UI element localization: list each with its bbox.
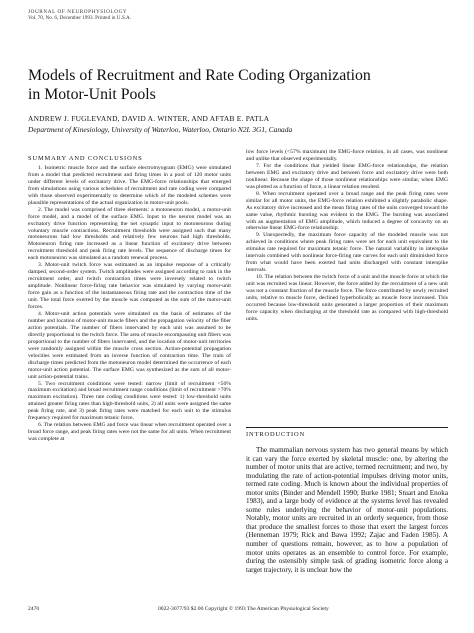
- introduction-rule: [246, 427, 448, 428]
- journal-volume-line: Vol. 70, No. 6, December 1993. Printed in U.S.A.: [28, 15, 132, 22]
- summary-paragraph-6-continued: low force levels (<57% maximum) the EMG-force relation, in all cases, was nonlinear and unlike that observed experimentally.: [246, 149, 448, 162]
- summary-paragraph-6: 6. The relation between EMG and force was linear when recruitment operated over a broad force range, and peak firing rates were not the same for all units. When recruitment was complete at: [28, 422, 231, 443]
- introduction-heading: INTRODUCTION: [246, 431, 306, 438]
- introduction-body: [246, 446, 448, 574]
- article-title-line-2: in Motor-Unit Pools: [28, 85, 156, 103]
- author-list: ANDREW J. FUGLEVAND, DAVID A. WINTER, AND AFTAB E. PATLA: [28, 114, 270, 123]
- copyright-line: 0022-3077/93 $2.00 Copyright © 1993 The American Physiological Society: [158, 606, 329, 612]
- article-title-line-1: Models of Recruitment and Rate Coding Organization: [28, 66, 371, 84]
- summary-paragraph-3: 3. Motor-unit twitch force was estimated as an impulse response of a critically damped, second-order system. Twitch amplitudes were assigned according to rank in the recruitment order, and twitch contraction times were inversely related to twitch amplitude. Nonlinear force-firing rate behavior was simulated by varying motor-unit force gain as a function of the instantaneous firing rate and the contraction time of the unit. The total force exerted by the muscle was computed as the sum of the motor-unit forces.: [28, 262, 231, 311]
- summary-paragraph-2: 2. The model was comprised of three elements: a motoneuron model, a motor-unit force model, and a model of the surface EMG. Input to the neuron model was an excitatory drive function representing the net synaptic input to motoneurons during voluntary muscle contractions. Recruitment thresholds were assigned such that many motoneurons had low thresholds and relatively few neurons had high thresholds. Motoneuron firing rate increased as a linear function of excitatory drive between recruitment threshold and peak firing rate levels. The sequence of discharge times for each motoneuron was simulated as a random renewal process.: [28, 206, 231, 262]
- author-affiliation: Department of Kinesiology, University of Waterloo, Waterloo, Ontario N2L 3G1, Canada: [28, 125, 293, 134]
- page-number: 2470: [28, 606, 40, 612]
- article-title: [28, 66, 448, 104]
- summary-column-left: [28, 156, 231, 443]
- summary-paragraph-9: 9. Unexpectedly, the maximum force capacity of the modeled muscle was not achieved in conditions where peak firing rates were set for each unit equivalent to the stimulus rate required for maximum tetanic force. The natural variability in interspike intervals combined with nonlinear force-firing rate curves for each unit diminished force from what would have been exerted had units discharged with constant interspike intervals.: [246, 232, 448, 274]
- summary-paragraph-8: 8. When recruitment operated over a broad range and the peak firing rates were similar for all motor units, the EMG-force relation exhibited a slightly parabolic shape. As excitatory drive increased and the mean firing rates of the units converged toward the same value, rhythmic bursting was evident in the EMG. The bursting was associated with an augmentation of EMG amplitude, which induced a degree of concavity on an otherwise linear EMG-force relationship.: [246, 190, 448, 232]
- journal-header: [28, 9, 131, 21]
- summary-paragraph-10: 10. The relation between the twitch force of a unit and the muscle force at which the unit was recruited was linear. However, the force added by the recruitment of a new unit was not a constant fraction of the muscle force. The force contributed by newly recruited units, relative to muscle force, declined hyperbolically as muscle force increased. This occurred because low-threshold units generated a larger proportion of their maximum force capacity when discharging at the threshold rate as compared with high-threshold units.: [246, 274, 448, 322]
- introduction-paragraph: The mammalian nervous system has two general means by which it can vary the force exerted by skeletal muscle: one, by altering the number of motor units that are active, termed recruitment; and two, by modulating the rate of action-potential impulses driving motor units, termed rate coding. Much is known about the individual properties of motor units (Binder and Mendell 1990; Burke 1981; Stuart and Enoka 1983), and a large body of evidence at the systems level has revealed some rules underlying the behavior of motor-unit populations. Notably, motor units are recruited in an orderly sequence, from those that produce the smallest forces to those that exert the largest forces (Henneman 1979; Rick and Bawa 1992; Zajac and Faden 1985). A number of questions remain, however, as to how a population of motor units operates as an ensemble to control force. For example, during the ostensibly simple task of grading isometric force along a target trajectory, it is unclear how the: [246, 446, 448, 574]
- summary-paragraph-7: 7. For the conditions that yielded linear EMG-force relationships, the relation between EMG and excitatory drive and between force and excitatory drive were both nonlinear. Because the shape of those nonlinear relationships were similar, when EMG was plotted as a function of force, a linear relation resulted.: [246, 162, 448, 190]
- summary-heading: SUMMARY AND CONCLUSIONS: [28, 155, 143, 162]
- summary-paragraph-4: 4. Motor-unit action potentials were simulated on the basis of estimates of the number and location of motor-unit muscle fibers and the propagation velocity of the fiber action potentials. The number of fibers innervated by each unit was assumed to be directly proportional to the twitch force. The area of muscle encompassing unit fibers was proportional to the number of fibers innervated, and the location of motor-unit territories were randomly assigned within the muscle cross section. Action-potential propagation velocities were estimated from an inverse function of contraction time. The train of discharge times predicted from the motoneuron model determined the occurrence of each motor-unit action potential. The surface EMG was synthesized as the sum of all motor-unit action-potential trains.: [28, 310, 231, 380]
- summary-column-right: [246, 149, 448, 323]
- journal-name: JOURNAL OF NEUROPHYSIOLOGY: [28, 9, 128, 15]
- summary-paragraph-1: 1. Isometric muscle force and the surface electromyogram (EMG) were simulated from a model that predicted recruitment and firing times in a pool of 120 motor units under different levels of excitatory drive. The EMG-force relationships that emerged from simulations using various schedules of recruitment and rate coding were compared with those observed experimentally to determine which of the modeled schemes were plausible representations of the actual organization in motor-unit pools.: [28, 164, 231, 206]
- summary-paragraph-5: 5. Two recruitment conditions were tested: narrow (limit of recruitment <50% maximum excitation) and broad recruitment range conditions (limit of recruitment >70% maximum excitation). Three rate coding conditions were tested: 1) low-threshold units attained greater firing rates than high-threshold units, 2) all units were assigned the same peak firing rate, and 3) peak firing rates were matched for each unit to the stimulus frequency required for maximum tetanic force.: [28, 380, 231, 422]
